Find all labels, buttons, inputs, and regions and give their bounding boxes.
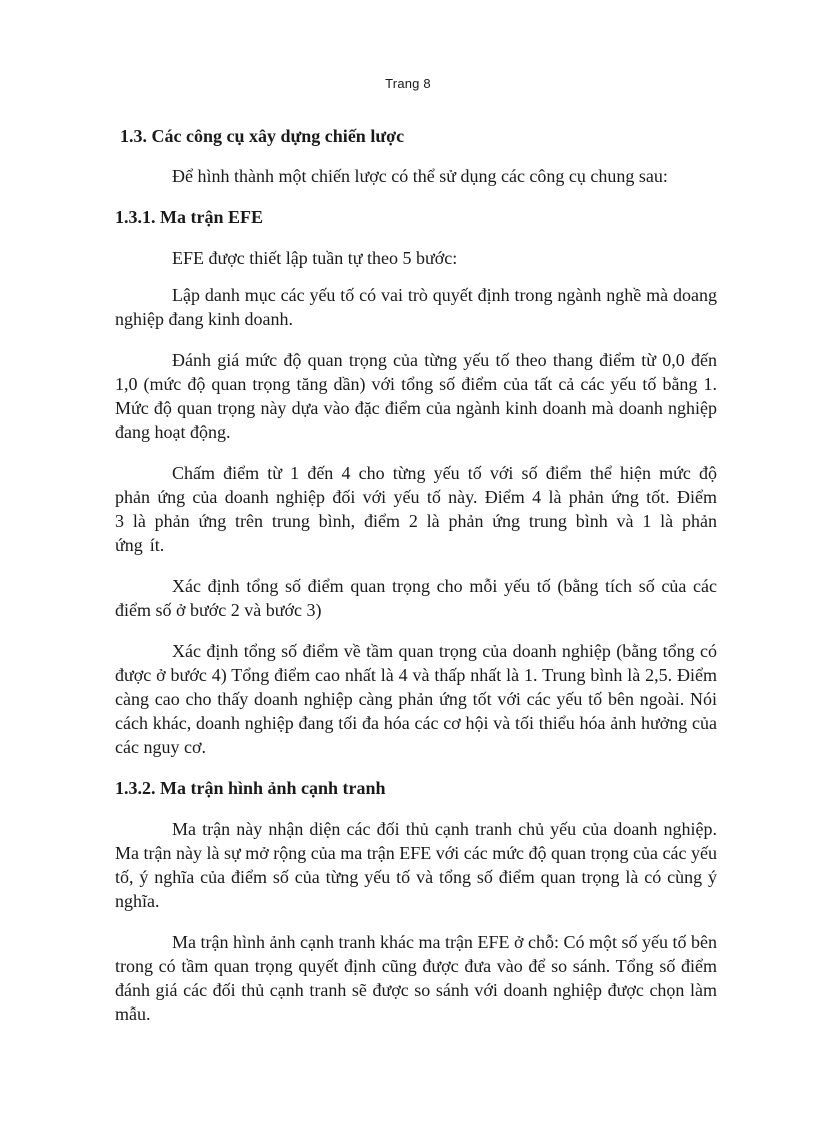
- efe-paragraph: Đánh giá mức độ quan trọng của từng yếu tố theo thang điểm từ 0,0 đến 1,0 (mức độ quan trọng tăng dần) với tổng số điểm của tất cả các yếu tố bằng 1. Mức độ quan trọng này dựa vào đặc điểm của ngành kinh doanh mà doanh nghiệp đang hoạt động.: [115, 350, 717, 442]
- efe-paragraph: Chấm điểm từ 1 đến 4 cho từng yếu tố với số điểm thể hiện mức độ phản ứng của doanh nghiệp đối với yếu tố này. Điểm 4 là phản ứng tốt. Điểm 3 là phản ứng trên trung bình, điểm 2 là phản ứng trung bình và 1 là phản ứng ít.: [115, 463, 717, 555]
- competitive-paragraph: Ma trận hình ảnh cạnh tranh khác ma trận EFE ở chỗ: Có một số yếu tố bên trong có tầm quan trọng quyết định cũng được đưa vào để so sánh. Tổng số điểm đánh giá các đối thủ cạnh tranh sẽ được so sánh với doanh nghiệp được chọn làm mẫu.: [115, 932, 717, 1024]
- competitive-paragraph: Ma trận này nhận diện các đối thủ cạnh tranh chủ yếu của doanh nghiệp. Ma trận này là sự mở rộng của ma trận EFE với các mức độ quan trọng của các yếu tố, ý nghĩa của điểm số của từng yếu tố và tổng số điểm quan trọng là có cùng ý nghĩa.: [115, 819, 717, 911]
- efe-paragraph: Xác định tổng số điểm về tầm quan trọng của doanh nghiệp (bằng tổng có được ở bước 4) Tổng điểm cao nhất là 4 và thấp nhất là 1. Trung bình là 2,5. Điểm càng cao cho thấy doanh nghiệp càng phản ứng tốt với các yếu tố bên ngoài. Nói cách khác, doanh nghiệp đang tối đa hóa các cơ hội và tối thiểu hóa ảnh hưởng của các nguy cơ.: [115, 641, 717, 757]
- competitive-heading: 1.3.2. Ma trận hình ảnh cạnh tranh: [115, 778, 386, 798]
- page-number: Trang 8: [385, 76, 431, 91]
- section-intro: Để hình thành một chiến lược có thể sử dụng các công cụ chung sau:: [172, 166, 668, 186]
- efe-paragraph: Xác định tổng số điểm quan trọng cho mỗi yếu tố (bằng tích số của các điểm số ở bước 2 và bước 3): [115, 576, 717, 620]
- document-body: [115, 124, 717, 1043]
- section-heading: 1.3. Các công cụ xây dựng chiến lược: [120, 126, 405, 146]
- efe-paragraph: EFE được thiết lập tuần tự theo 5 bước:: [172, 248, 458, 268]
- efe-paragraph: Lập danh mục các yếu tố có vai trò quyết định trong ngành nghề mà doang nghiệp đang kinh doanh.: [115, 285, 717, 329]
- efe-heading: 1.3.1. Ma trận EFE: [115, 207, 263, 227]
